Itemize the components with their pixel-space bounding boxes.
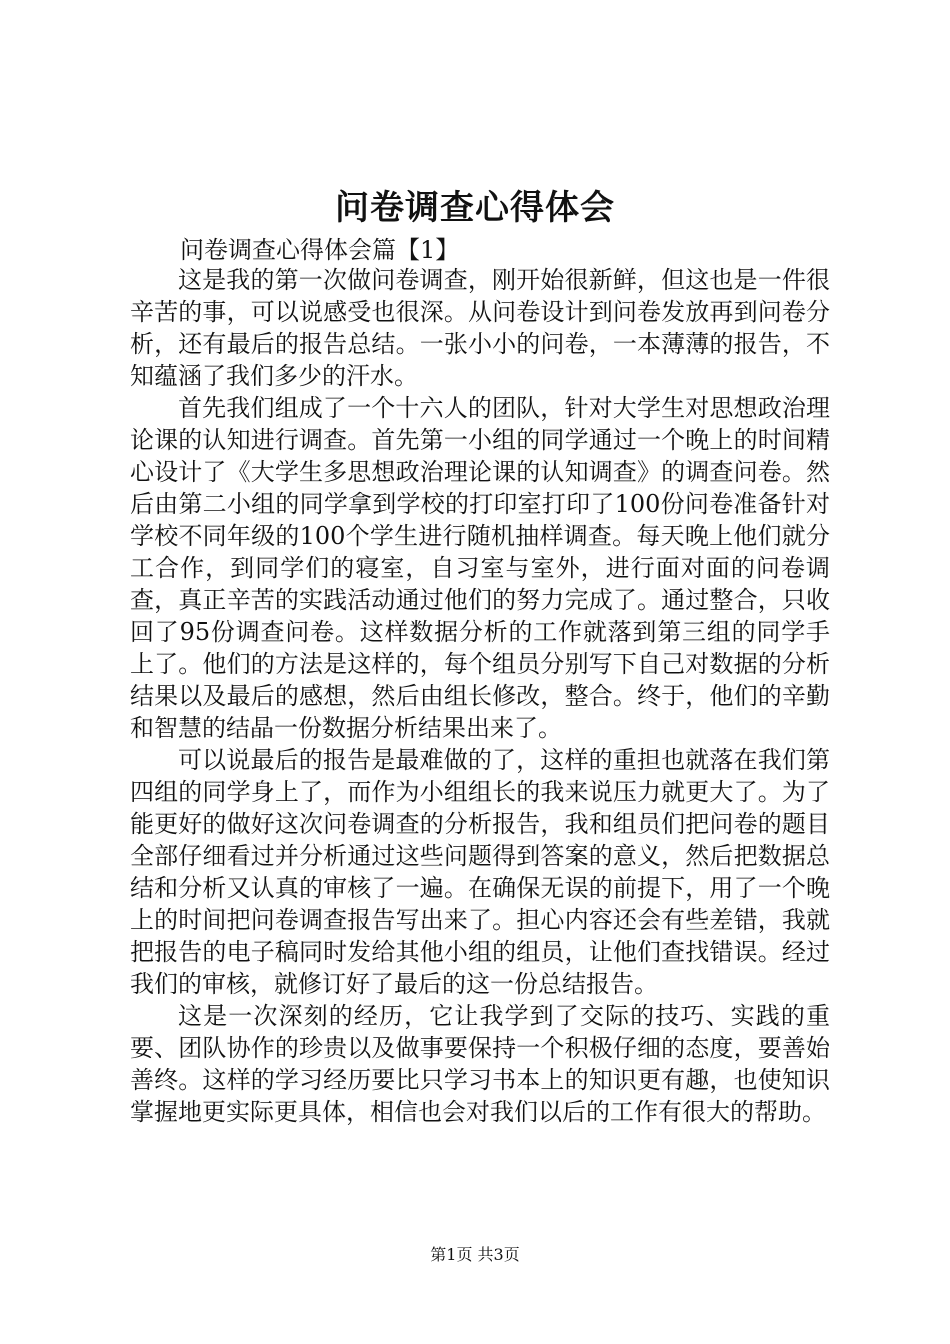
document-title: 问卷调查心得体会 xyxy=(335,188,615,228)
paragraph-1: 这是我的第一次做问卷调查，刚开始很新鲜，但这也是一件很辛苦的事，可以说感受也很深。从问卷设计到问卷发放再到问卷分析，还有最后的报告总结。一张小小的问卷，一本薄薄的报告，不知蕴涵了我们多少的汗水。 xyxy=(130,266,830,390)
paragraph-2: 首先我们组成了一个十六人的团队，针对大学生对思想政治理论课的认知进行调查。首先第一小组的同学通过一个晚上的时间精心设计了《大学生多思想政治理论课的认知调查》的调查问卷。然后由第二小组的同学拿到学校的打印室打印了100份问卷准备针对学校不同年级的100个学生进行随机抽样调查。每天晚上他们就分工合作，到同学们的寝室，自习室与室外，进行面对面的问卷调查，真正辛苦的实践活动通过他们的努力完成了。通过整合，只收回了95份调查问卷。这样数据分析的工作就落到第三组的同学手上了。他们的方法是这样的，每个组员分别写下自己对数据的分析结果以及最后的感想，然后由组长修改，整合。终于，他们的辛勤和智慧的结晶一份数据分析结果出来了。 xyxy=(130,394,830,742)
paragraph-3: 可以说最后的报告是最难做的了，这样的重担也就落在我们第四组的同学身上了，而作为小组组长的我来说压力就更大了。为了能更好的做好这次问卷调查的分析报告，我和组员们把问卷的题目全部仔细看过并分析通过这些问题得到答案的意义，然后把数据总结和分析又认真的审核了一遍。在确保无误的前提下，用了一个晚上的时间把问卷调查报告写出来了。担心内容还会有些差错，我就把报告的电子稿同时发给其他小组的组员，让他们查找错误。经过我们的审核，就修订好了最后的这一份总结报告。 xyxy=(130,746,830,998)
page-number-footer: 第1页 共3页 xyxy=(430,1245,520,1264)
paragraph-4: 这是一次深刻的经历，它让我学到了交际的技巧、实践的重要、团队协作的珍贵以及做事要保持一个积极仔细的态度，要善始善终。这样的学习经历要比只学习书本上的知识更有趣，也使知识掌握地更实际更具体，相信也会对我们以后的工作有很大的帮助。 xyxy=(130,1002,830,1126)
document-body xyxy=(130,264,830,1128)
section-heading: 问卷调查心得体会篇【1】 xyxy=(180,236,460,264)
